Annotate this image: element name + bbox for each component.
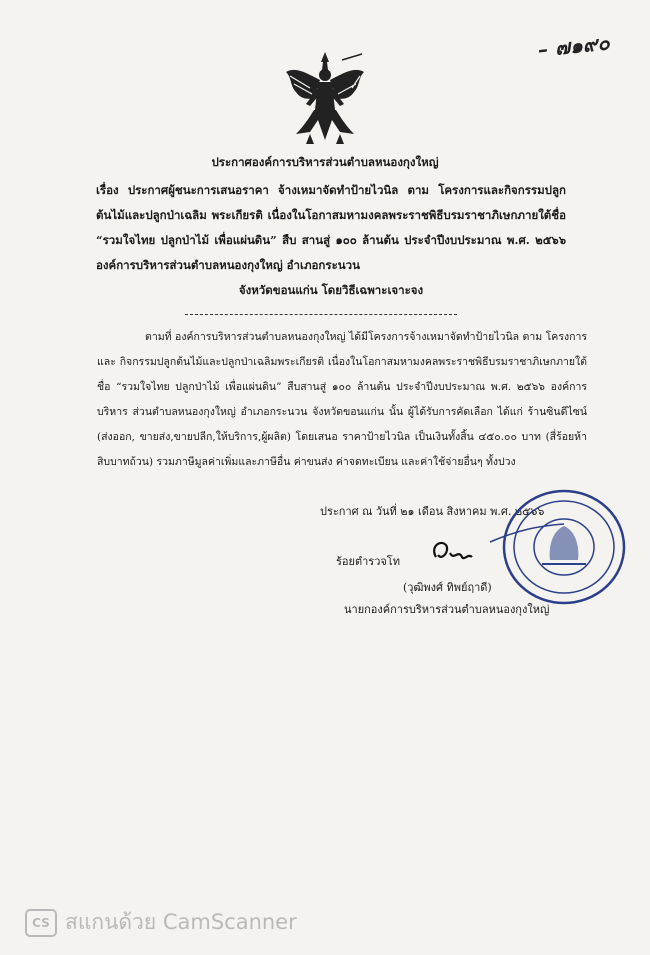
watermark-text: สแกนด้วย CamScanner <box>65 910 297 934</box>
body-line: รวมภาษีมูลค่าเพิ่มและภาษีอื่น ค่าขนส่ง ค่าจดทะเบียน และค่าใช้จ่ายอื่นๆ ทั้งปวง <box>156 456 516 468</box>
subject-line: พระเกียรติ เนื่องในโอกาสมหามงคลพระราชพิธีบรมราชาภิเษกภายใต้ชื่อ “รวมใจไทย ปลูกป่าไม้ เพื่อแผ่นดิน” สืบ <box>96 208 566 247</box>
subject-line: จังหวัดขอนแก่น โดยวิธีเฉพาะเจาะจง <box>238 283 424 297</box>
signer-position: นายกองค์การบริหารส่วนตำบลหนองกุงใหญ่ <box>344 603 550 616</box>
announcement-title: ประกาศองค์การบริหารส่วนตำบลหนองกุงใหญ่ <box>211 155 439 169</box>
handwritten-reference-number: – ๗๑๙๐ <box>537 30 612 62</box>
subject-line: สานสู่ ๑๐๐ ล้านต้น ประจำปีงบประมาณ พ.ศ. ๒๕๖๖ องค์การบริหารส่วนตำบลหนองกุงใหญ่ อำเภอกระนวน <box>96 233 566 272</box>
official-seal-icon <box>488 486 628 608</box>
announcement-body <box>97 325 587 475</box>
signer-name: (วุฒิพงศ์ ทิพย์ฤาดี) <box>403 581 492 594</box>
section-divider <box>185 314 457 315</box>
body-line: ตามที่ องค์การบริหารส่วนตำบลหนองกุงใหญ่ ได้มีโครงการจ้างเหมาจัดทำป้ายไวนิล ตาม โครงการและ <box>97 331 587 368</box>
signer-rank: ร้อยตำรวจโท <box>336 555 400 568</box>
body-line: ขายส่ง,ขายปลีก,ให้บริการ,ผู้ผลิต) โดยเสนอ ราคาป้ายไวนิล เป็นเงินทั้งสิ้น ๔๕๐.๐๐ บาท (สี่ร้อยห้าสิบบาทถ้วน) <box>97 431 587 468</box>
garuda-emblem-icon <box>280 48 370 148</box>
announcement-date: ประกาศ ณ วันที่ ๒๑ เดือน สิงหาคม พ.ศ. ๒๕๖๖ <box>320 505 545 518</box>
subject-line: เรื่อง ประกาศผู้ชนะการเสนอราคา จ้างเหมาจัดทำป้ายไวนิล ตาม โครงการและกิจกรรมปลูกต้นไม้และปลูกป่าเฉลิม <box>96 183 566 222</box>
camscanner-logo-icon: CS <box>25 909 57 937</box>
body-line: กิจกรรมปลูกต้นไม้และปลูกป่าเฉลิมพระเกียรติ เนื่องในโอกาสมหามงคลพระราชพิธีบรมราชาภิเษกภายใต้ชื่อ <box>97 356 587 393</box>
camscanner-watermark <box>25 906 297 939</box>
body-line: ส่วนตำบลหนองกุงใหญ่ อำเภอกระนวน จังหวัดขอนแก่น นั้น ผู้ได้รับการคัดเลือก ได้แก่ ร้านซินดีไซน์ (ส่งออก, <box>97 406 588 443</box>
body-line: “รวมใจไทย ปลูกป่าไม้ เพื่อแผ่นดิน” สืบสานสู่ ๑๐๐ ล้านต้น ประจำปีงบประมาณ พ.ศ. ๒๕๖๖ องค์การบริหาร <box>97 381 588 418</box>
signature-mark-icon <box>428 535 488 569</box>
announcement-subject <box>96 178 566 303</box>
